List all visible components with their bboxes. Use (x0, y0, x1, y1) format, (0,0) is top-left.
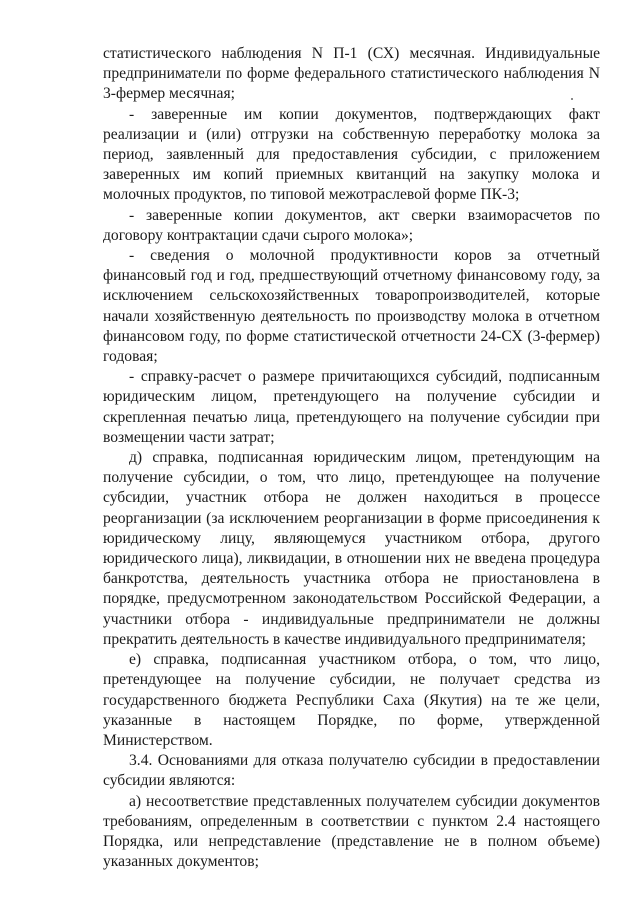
paragraph-continuation: статистического наблюдения N П-1 (СХ) месячная. Индивидуальные предприниматели по форме федерального статистического наблюдения N 3-фермер месячная; (103, 45, 600, 103)
paragraph-milk-sales-copies: - заверенные им копии документов, подтверждающих факт реализации и (или) отгрузки на собственную переработку молока за период, заявленный для предоставления субсидии, с приложением заверенных им копий приемных квитанций на закупку молока и молочных продуктов, по типовой межотраслевой форме ПК-3; (103, 105, 600, 204)
paragraph-item-e: е) справка, подписанная участником отбора, о том, что лицо, претендующее на получение субсидии, не получает средства из государственного бюджета Республики Саха (Якутия) на те же цели, указанные в настоящем Порядке, по форме, утвержденной Министерством. (103, 651, 600, 749)
paragraph-reconciliation-act: - заверенные копии документов, акт сверки взаиморасчетов по договору контрактации сдачи сырого молока»; (103, 206, 600, 244)
scan-speck (571, 98, 573, 100)
paragraph-item-a: а) несоответствие представленных получателем субсидии документов требованиям, определенным в соответствии с пунктом 2.4 настоящего Порядка, или непредставление (представление не в полном объеме) указанных документов; (103, 792, 600, 871)
paragraph-subsidy-calculation: - справку-расчет о размере причитающихся субсидий, подписанным юридическим лицом, претендующего на получение субсидии и скрепленная печатью лица, претендующего на получение субсидии при возмещении части затрат; (103, 368, 600, 446)
paragraph-item-d: д) справка, подписанная юридическим лицом, претендующим на получение субсидии, о том, что лицо, претендующее на получение субсидии, участник отбора не должен находиться в процессе реорганизации (за исключением реорганизации в форме присоединения к юридическому лицу, являющемуся участником отбора, другого юридического лица), ликвидации, в отношении них не введена процедура банкротства, деятельность участника отбора не приостановлена в порядке, предусмотренном законодательством Российской Федерации, а участники отбора - индивидуальные предприниматели не должны прекратить деятельность в качестве индивидуального предпринимателя; (103, 449, 600, 648)
paragraph-section-3-4: 3.4. Основаниями для отказа получателю субсидии в предоставлении субсидии являются: (103, 752, 600, 790)
paragraph-milk-productivity: - сведения о молочной продуктивности коров за отчетный финансовый год и год, предшествующий отчетному финансовому году, за исключением сельскохозяйственных товаропроизводителей, которые начали хозяйственную деятельность по производству молока в отчетном финансовом году, по форме статистической отчетности 24-СХ (3-фермер) годовая; (103, 247, 600, 366)
